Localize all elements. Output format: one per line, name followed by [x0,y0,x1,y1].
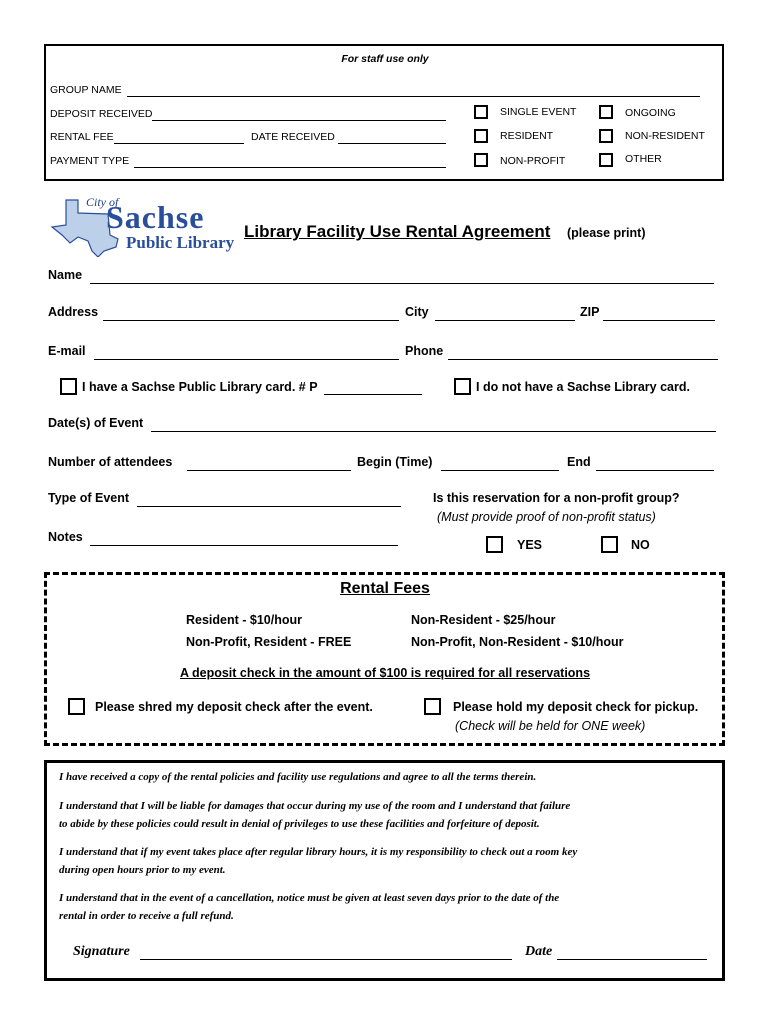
phone-field[interactable] [448,359,718,360]
non-profit-label: NON-PROFIT [500,155,566,167]
date-label: Date [525,944,553,959]
non-resident-label: NON-RESIDENT [625,130,705,142]
name-field[interactable] [90,283,714,284]
nonprofit-yes-label: YES [517,538,543,552]
group-name-label: GROUP NAME [50,84,122,96]
nonprofit-question: Is this reservation for a non-profit group? [433,491,680,505]
deposit-note: A deposit check in the amount of $100 is required for all reservations [179,666,591,680]
resident-checkbox[interactable] [474,129,488,143]
email-label: E-mail [48,344,86,358]
begin-time-field[interactable] [441,470,559,471]
shred-deposit-checkbox[interactable] [68,698,85,715]
notes-field[interactable] [90,545,398,546]
nonprofit-no-checkbox[interactable] [601,536,618,553]
fee-non-resident: Non-Resident - $25/hour [411,613,556,627]
ongoing-label: ONGOING [625,107,676,119]
other-label: OTHER [625,153,662,165]
group-name-field[interactable] [127,96,700,97]
attendees-label: Number of attendees [48,455,173,469]
fee-np-non-resident: Non-Profit, Non-Resident - $10/hour [411,635,624,649]
logo-public-library: Public Library [126,233,235,252]
no-card-label: I do not have a Sachse Library card. [476,380,690,394]
single-event-label: SINGLE EVENT [500,106,577,118]
event-type-label: Type of Event [48,491,130,505]
resident-label: RESIDENT [500,130,554,142]
non-profit-checkbox[interactable] [474,153,488,167]
non-resident-checkbox[interactable] [599,129,613,143]
end-time-label: End [567,455,591,469]
hold-deposit-checkbox[interactable] [424,698,441,715]
single-event-checkbox[interactable] [474,105,488,119]
card-number-field[interactable] [324,394,422,395]
signature-field[interactable] [140,959,512,960]
terms-p3a: I understand that if my event takes place after regular library hours, it is my responsibility to check out a room key [59,846,578,858]
fee-resident: Resident - $10/hour [186,613,302,627]
address-label: Address [48,305,99,319]
deposit-received-field[interactable] [152,120,446,121]
terms-p4a: I understand that in the event of a cancellation, notice must be given at least seven days prior to the date of the [59,892,560,904]
notes-label: Notes [48,530,83,544]
date-received-field[interactable] [338,143,446,144]
terms-p3b: during open hours prior to my event. [59,864,226,876]
name-label: Name [48,268,83,282]
rental-fees-title: Rental Fees [340,580,430,597]
other-checkbox[interactable] [599,153,613,167]
nonprofit-no-label: NO [631,538,650,552]
hold-deposit-label: Please hold my deposit check for pickup. [453,700,699,714]
page-title: Library Facility Use Rental Agreement [244,222,551,241]
event-type-field[interactable] [137,506,401,507]
logo-sachse: Sachse [106,199,205,235]
deposit-received-label: DEPOSIT RECEIVED [50,108,153,120]
city-field[interactable] [435,320,575,321]
rental-fee-field[interactable] [114,143,244,144]
shred-deposit-label: Please shred my deposit check after the event. [95,700,373,714]
terms-p2b: to abide by these policies could result in denial of privileges to use these facilities and forfeiture of deposit. [59,818,540,830]
no-card-checkbox[interactable] [454,378,471,395]
library-logo [48,195,238,257]
terms-p4b: rental in order to receive a full refund. [59,910,234,922]
title-note: (please print) [567,226,646,240]
hold-deposit-note: (Check will be held for ONE week) [455,719,646,733]
logo-city-of: City of [86,195,119,209]
staff-header: For staff use only [341,53,429,65]
has-card-label: I have a Sachse Public Library card. # P [82,380,318,394]
zip-field[interactable] [603,320,715,321]
payment-type-label: PAYMENT TYPE [50,155,130,167]
date-received-label: DATE RECEIVED [251,131,335,143]
date-field[interactable] [557,959,707,960]
end-time-field[interactable] [596,470,714,471]
phone-label: Phone [405,344,444,358]
attendees-field[interactable] [187,470,351,471]
begin-time-label: Begin (Time) [357,455,433,469]
event-dates-label: Date(s) of Event [48,416,144,430]
terms-p2a: I understand that I will be liable for damages that occur during my use of the room and I understand that failure [59,800,571,812]
zip-label: ZIP [580,305,600,319]
nonprofit-note: (Must provide proof of non-profit status) [437,510,656,524]
fee-np-resident: Non-Profit, Resident - FREE [186,635,352,649]
nonprofit-yes-checkbox[interactable] [486,536,503,553]
address-field[interactable] [103,320,399,321]
email-field[interactable] [94,359,399,360]
payment-type-field[interactable] [134,167,446,168]
ongoing-checkbox[interactable] [599,105,613,119]
has-card-checkbox[interactable] [60,378,77,395]
rental-fee-label: RENTAL FEE [50,131,114,143]
city-label: City [405,305,429,319]
signature-label: Signature [73,944,130,959]
terms-p1: I have received a copy of the rental policies and facility use regulations and agree to all the terms therein. [59,771,537,783]
event-dates-field[interactable] [151,431,716,432]
